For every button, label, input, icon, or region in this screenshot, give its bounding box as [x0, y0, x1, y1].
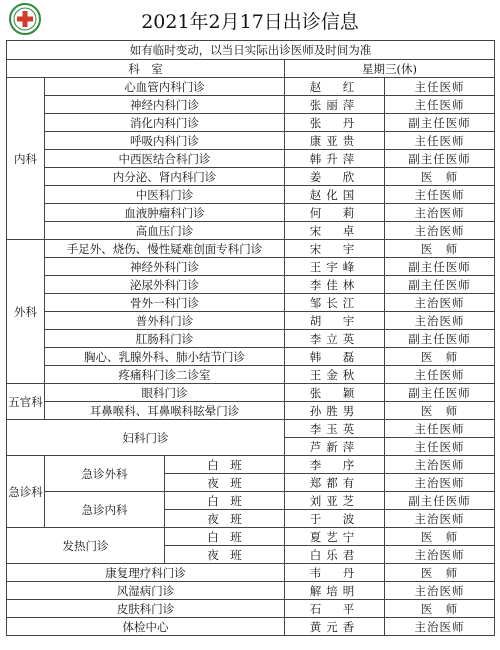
- schedule-table: [6, 40, 495, 636]
- doctor-cell: 韩 磊: [285, 348, 385, 366]
- title-cell: 医 师: [385, 564, 495, 582]
- title-cell: 医 师: [385, 240, 495, 258]
- table-row: [7, 78, 495, 96]
- clinic-cell: 急诊内科: [45, 492, 165, 528]
- title-cell: 主治医师: [385, 222, 495, 240]
- doctor-cell: 解培明: [285, 582, 385, 600]
- table-row: [7, 456, 495, 474]
- doctor-cell: 宋 宇: [285, 240, 385, 258]
- title-cell: 医 师: [385, 348, 495, 366]
- clinic-cell: 内分泌、肾内科门诊: [45, 168, 285, 186]
- shift-cell: 白 班: [165, 456, 285, 474]
- table-row: [7, 204, 495, 222]
- category-cell: 内科: [7, 78, 45, 240]
- table-row: [7, 528, 495, 546]
- title-cell: 医 师: [385, 528, 495, 546]
- clinic-cell: 肛肠科门诊: [45, 330, 285, 348]
- clinic-cell: 呼吸内科门诊: [45, 132, 285, 150]
- title-cell: 主治医师: [385, 510, 495, 528]
- title-cell: 副主任医师: [385, 492, 495, 510]
- doctor-cell: 王宇峰: [285, 258, 385, 276]
- table-row: [7, 132, 495, 150]
- clinic-cell: 风湿病门诊: [7, 582, 285, 600]
- doctor-cell: 赵 红: [285, 78, 385, 96]
- doctor-cell: 韦 丹: [285, 564, 385, 582]
- title-cell: 医 师: [385, 168, 495, 186]
- table-row: [7, 564, 495, 582]
- table-row: [7, 618, 495, 636]
- table-row: [7, 276, 495, 294]
- doctor-cell: 刘亚芝: [285, 492, 385, 510]
- clinic-cell: 神经内科门诊: [45, 96, 285, 114]
- shift-cell: 夜 班: [165, 474, 285, 492]
- doctor-cell: 赵化国: [285, 186, 385, 204]
- clinic-cell: 手足外、烧伤、慢性疑难创面专科门诊: [45, 240, 285, 258]
- table-row: [7, 240, 495, 258]
- table-row: [7, 366, 495, 384]
- clinic-cell: 中医科门诊: [45, 186, 285, 204]
- title-cell: 医 师: [385, 600, 495, 618]
- title-cell: 主任医师: [385, 96, 495, 114]
- table-row: [7, 312, 495, 330]
- notice-row: [7, 41, 495, 60]
- doctor-cell: 康亚贵: [285, 132, 385, 150]
- title-cell: 主治医师: [385, 546, 495, 564]
- doctor-cell: 张 颖: [285, 384, 385, 402]
- table-row: [7, 150, 495, 168]
- shift-cell: 夜 班: [165, 546, 285, 564]
- title-cell: 副主任医师: [385, 384, 495, 402]
- shift-cell: 白 班: [165, 528, 285, 546]
- header-day: 星期三(休): [285, 60, 495, 78]
- clinic-cell: 血液肿瘤科门诊: [45, 204, 285, 222]
- title-cell: 主任医师: [385, 132, 495, 150]
- clinic-cell: 疼痛科门诊二诊室: [45, 366, 285, 384]
- doctor-cell: 张 丹: [285, 114, 385, 132]
- clinic-cell: 胸心、乳腺外科、肺小结节门诊: [45, 348, 285, 366]
- title-cell: 主治医师: [385, 474, 495, 492]
- clinic-cell: 泌尿外科门诊: [45, 276, 285, 294]
- doctor-cell: 孙胜男: [285, 402, 385, 420]
- clinic-cell: 康复理疗科门诊: [7, 564, 285, 582]
- title-cell: 主任医师: [385, 420, 495, 438]
- doctor-cell: 白乐君: [285, 546, 385, 564]
- title-cell: 副主任医师: [385, 258, 495, 276]
- clinic-cell: 皮肤科门诊: [7, 600, 285, 618]
- doctor-cell: 何 莉: [285, 204, 385, 222]
- shift-cell: 夜 班: [165, 510, 285, 528]
- category-cell: 外科: [7, 240, 45, 384]
- category-cell: 发热门诊: [7, 528, 165, 564]
- doctor-cell: 李玉英: [285, 420, 385, 438]
- table-row: [7, 402, 495, 420]
- table-row: [7, 294, 495, 312]
- title-cell: 副主任医师: [385, 114, 495, 132]
- doctor-cell: 于 波: [285, 510, 385, 528]
- clinic-cell: 中西医结合科门诊: [45, 150, 285, 168]
- clinic-cell: 消化内科门诊: [45, 114, 285, 132]
- title-cell: 主治医师: [385, 618, 495, 636]
- doctor-cell: 芦新萍: [285, 438, 385, 456]
- header-dept: 科 室: [7, 60, 285, 78]
- title-cell: 主治医师: [385, 456, 495, 474]
- doctor-cell: 王金秋: [285, 366, 385, 384]
- doctor-cell: 李佳林: [285, 276, 385, 294]
- doctor-cell: 韩升萍: [285, 150, 385, 168]
- title-cell: 主治医师: [385, 582, 495, 600]
- clinic-cell: 妇科门诊: [7, 420, 285, 456]
- title-cell: 主任医师: [385, 438, 495, 456]
- clinic-cell: 心血管内科门诊: [45, 78, 285, 96]
- title-cell: 主治医师: [385, 294, 495, 312]
- category-cell: 五官科: [7, 384, 45, 420]
- title-cell: 医 师: [385, 402, 495, 420]
- doctor-cell: 李 序: [285, 456, 385, 474]
- table-row: [7, 330, 495, 348]
- table-row: [7, 582, 495, 600]
- title-cell: 主任医师: [385, 366, 495, 384]
- clinic-cell: 神经外科门诊: [45, 258, 285, 276]
- title-cell: 副主任医师: [385, 276, 495, 294]
- title-cell: 主治医师: [385, 204, 495, 222]
- page-title: 2021年2月17日出诊信息: [141, 11, 359, 33]
- table-row: [7, 384, 495, 402]
- doctor-cell: 夏艺宁: [285, 528, 385, 546]
- table-row: [7, 600, 495, 618]
- clinic-cell: 眼科门诊: [45, 384, 285, 402]
- doctor-cell: 胡 宇: [285, 312, 385, 330]
- clinic-cell: 耳鼻喉科、耳鼻喉科眩晕门诊: [45, 402, 285, 420]
- table-row: [7, 168, 495, 186]
- table-row: [7, 114, 495, 132]
- clinic-cell: 体检中心: [7, 618, 285, 636]
- title-cell: 主治医师: [385, 312, 495, 330]
- table-row: [7, 222, 495, 240]
- clinic-cell: 高血压门诊: [45, 222, 285, 240]
- shift-cell: 白 班: [165, 492, 285, 510]
- doctor-cell: 郑都有: [285, 474, 385, 492]
- table-row: [7, 186, 495, 204]
- notice-text: 如有临时变动，以当日实际出诊医师及时间为准: [7, 41, 495, 60]
- doctor-cell: 黄元香: [285, 618, 385, 636]
- header-row: [7, 60, 495, 78]
- table-row: [7, 96, 495, 114]
- title-cell: 主任医师: [385, 186, 495, 204]
- category-cell: 急诊科: [7, 456, 45, 528]
- doctor-cell: 石 平: [285, 600, 385, 618]
- clinic-cell: 骨外一科门诊: [45, 294, 285, 312]
- title-cell: 副主任医师: [385, 330, 495, 348]
- doctor-cell: 宋 卓: [285, 222, 385, 240]
- doctor-cell: 姜 欣: [285, 168, 385, 186]
- clinic-cell: 普外科门诊: [45, 312, 285, 330]
- doctor-cell: 张丽萍: [285, 96, 385, 114]
- table-row: [7, 348, 495, 366]
- table-row: [7, 420, 495, 438]
- clinic-cell: 急诊外科: [45, 456, 165, 492]
- title-cell: 主任医师: [385, 78, 495, 96]
- doctor-cell: 邹长江: [285, 294, 385, 312]
- table-row: [7, 258, 495, 276]
- title-cell: 副主任医师: [385, 150, 495, 168]
- doctor-cell: 李立英: [285, 330, 385, 348]
- table-row: [7, 492, 495, 510]
